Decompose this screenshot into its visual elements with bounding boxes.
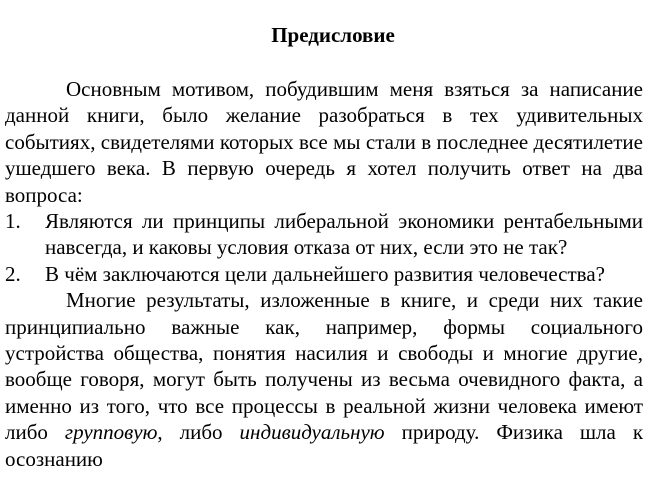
- intro-paragraph: Основным мотивом, побудившим меня взяться за написание данной книги, было желание разобраться в тех удивительных событиях, свидетелями которых все мы стали в последнее десятилетие ушедшего века. В первую очередь я хотел получить ответ на два вопроса:: [5, 77, 643, 207]
- list-item-number: 1.: [5, 209, 21, 234]
- emphasis-text: групповую: [64, 420, 158, 445]
- body-text: Многие результаты, изложенные в книге, и среди них такие принципиально важные как, например, формы социального устройства общества, понятия насилия и свободы и многие другие, вообще говоря, могут быть получены из весьма очевидного факта, а именно из того, что все процессы в реальной жизни человека имеют либо: [5, 288, 643, 445]
- list-item-number: 2.: [5, 261, 21, 286]
- list-item: [5, 261, 643, 287]
- list-item-text: Являются ли принципы либеральной экономики рентабельными навсегда, и каковы условия отказа от них, если это не так?: [45, 209, 643, 260]
- emphasis-text: индивидуальную: [239, 420, 385, 445]
- list-item-text: В чём заключаются цели дальнейшего развития человечества?: [45, 261, 605, 286]
- body-text: , либо: [157, 420, 223, 445]
- body-paragraph: [5, 287, 643, 472]
- question-list: [5, 208, 643, 287]
- page-title: Предисловие: [271, 23, 395, 47]
- document-page: [5, 0, 643, 472]
- body-text: природу. Физика шла к осознанию: [5, 420, 644, 471]
- list-item: [5, 208, 643, 261]
